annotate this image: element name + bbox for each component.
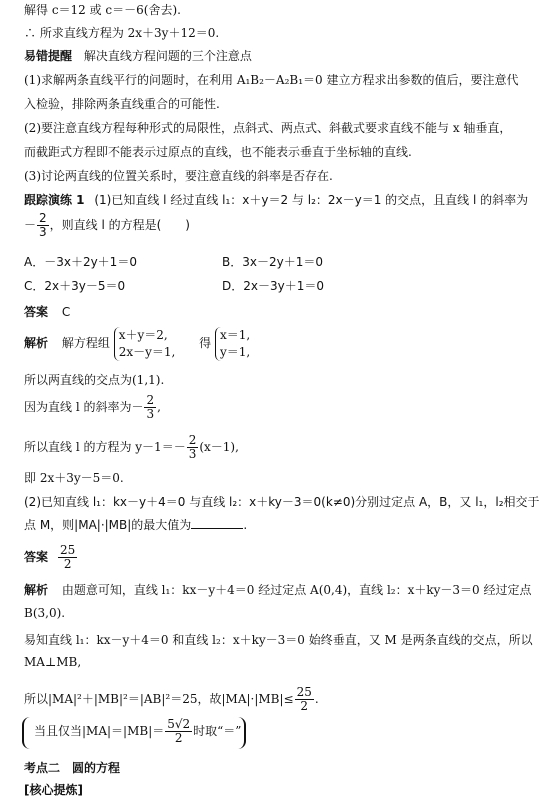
fraction-numerator: 2 <box>146 393 155 407</box>
system-1-eq-b: 2x－y＝1, <box>118 344 176 359</box>
slope-line-fraction <box>144 394 156 421</box>
option-c: C．2x＋3y－5＝0 <box>24 279 126 293</box>
intersection-point-line: 所以两直线的交点为(1,1). <box>24 373 165 387</box>
line-equation-end: (x－1), <box>199 440 239 454</box>
option-a: A．－3x＋2y＋1＝0 <box>24 255 137 269</box>
equality-fraction <box>165 718 192 745</box>
inequality-text: 所以|MA|²＋|MB|²＝|AB|²＝25，故|MA|·|MB|≤ <box>24 692 294 706</box>
equation-system-2 <box>215 327 250 361</box>
answer-label: 答案 <box>24 550 49 564</box>
solution-get: 得 <box>199 336 212 350</box>
answer-label: 答案 <box>24 305 49 319</box>
tip-point-3: (3)讨论两直线的位置关系时，要注意直线的斜率是否存在. <box>24 169 333 183</box>
solution-line-equation: ∴ 所求直线方程为 2x＋3y＋12＝0. <box>24 26 220 40</box>
tip-heading <box>24 48 252 64</box>
question-tail: ，则直线 l 的方程是( ) <box>49 218 190 232</box>
exercise-2-question-end: . <box>243 518 248 532</box>
fraction-denominator: 3 <box>146 407 155 421</box>
tip-point-2-cont: 而截距式方程即不能表示过原点的直线，也不能表示垂直于坐标轴的直线. <box>24 145 412 159</box>
tip-point-2: (2)要注意直线方程每种形式的局限性，点斜式、两点式、斜截式要求直线不能与 x 轴垂直， <box>24 121 512 135</box>
inequality-line <box>24 686 319 713</box>
equality-condition-end: 时取“＝” <box>193 724 242 738</box>
fraction-numerator: 2 <box>188 433 197 447</box>
solution-label: 解析 <box>24 336 49 350</box>
answer-blank <box>191 516 243 529</box>
solution-1-system <box>24 326 250 361</box>
perpendicular-line: 易知直线 l₁：kx－y＋4＝0 和直线 l₂：x＋ky－3＝0 始终垂直，又 M 是两条直线的交点，所以 <box>24 633 533 647</box>
slope-line-text: 因为直线 l 的斜率为－ <box>24 400 144 414</box>
line-equation-fraction <box>187 434 199 461</box>
exercise-title: 跟踪演练 1 <box>24 193 85 207</box>
answer-2 <box>24 544 78 571</box>
fraction-numerator: 5√2 <box>167 717 191 731</box>
slope-fraction <box>37 212 49 239</box>
system-2-eq-a: x＝1, <box>220 327 251 342</box>
solution-2-text: 由题意可知，直线 l₁：kx－y＋4＝0 经过定点 A(0,4)，直线 l₂：x＋ky－3＝0 经过定点 <box>61 583 532 597</box>
solution-line-c: 解得 c＝12 或 c＝－6(舍去). <box>24 3 181 17</box>
solution-intro: 解方程组 <box>61 336 110 350</box>
fraction-denominator: 2 <box>63 557 72 571</box>
equation-system-1 <box>114 327 176 361</box>
slope-line <box>24 394 161 421</box>
inequality-end: . <box>314 692 319 706</box>
fraction-denominator: 3 <box>188 447 197 461</box>
exercise-2-question-text: 点 M，则|MA|·|MB|的最大值为 <box>24 518 192 532</box>
tip-point-1: (1)求解两条直线平行的问题时，在利用 A₁B₂－A₂B₁＝0 建立方程求出参数的值后，要注意代 <box>24 73 519 87</box>
solution-label: 解析 <box>24 583 49 597</box>
section-heading: 考点二 圆的方程 <box>24 761 121 775</box>
option-d: D．2x－3y＋1＝0 <box>222 279 324 293</box>
tip-subtitle: 解决直线方程问题的三个注意点 <box>83 49 252 63</box>
answer-fraction <box>58 544 77 571</box>
exercise-2-question-cont <box>24 516 247 533</box>
exercise-2-question: (2)已知直线 l₁：kx－y＋4＝0 与直线 l₂：x＋ky－3＝0(k≠0)分别过定点 A，B，又 l₁，l₂相交于 <box>24 495 540 509</box>
line-equation-line <box>24 434 239 461</box>
inequality-fraction <box>295 686 314 713</box>
fraction-denominator: 2 <box>300 699 309 713</box>
equality-condition-text: 当且仅当|MA|＝|MB|＝ <box>34 724 165 738</box>
answer-value: C <box>61 305 71 319</box>
exercise-question-cont <box>24 212 190 239</box>
final-equation-line: 即 2x＋3y－5＝0. <box>24 471 124 485</box>
fixed-point-b: B(3,0). <box>24 606 66 620</box>
system-1-eq-a: x＋y＝2, <box>118 327 168 342</box>
solution-2 <box>24 582 532 598</box>
fraction-numerator: 25 <box>60 543 76 557</box>
ma-perp-mb: MA⊥MB, <box>24 655 82 669</box>
equality-condition <box>34 718 241 745</box>
option-b: B．3x－2y＋1＝0 <box>222 255 323 269</box>
fraction-denominator: 2 <box>174 731 183 745</box>
minus-sign: － <box>24 218 37 232</box>
line-equation-text: 所以直线 l 的方程为 y－1＝－ <box>24 440 186 454</box>
answer-1 <box>24 304 70 320</box>
fraction-numerator: 25 <box>296 685 312 699</box>
exercise-1-question <box>24 192 528 208</box>
system-2-eq-b: y＝1, <box>220 344 251 359</box>
core-summary-heading: [核心提炼] <box>24 783 83 797</box>
slope-line-end: , <box>157 400 161 414</box>
fraction-denominator: 3 <box>39 225 47 239</box>
tip-point-1-cont: 入检验，排除两条直线重合的可能性. <box>24 97 220 111</box>
tip-title: 易错提醒 <box>24 49 73 63</box>
exercise-question-text: (1)已知直线 l 经过直线 l₁：x＋y＝2 与 l₂：2x－y＝1 的交点，且直线 l 的斜率为 <box>94 193 529 207</box>
fraction-numerator: 2 <box>39 211 47 225</box>
